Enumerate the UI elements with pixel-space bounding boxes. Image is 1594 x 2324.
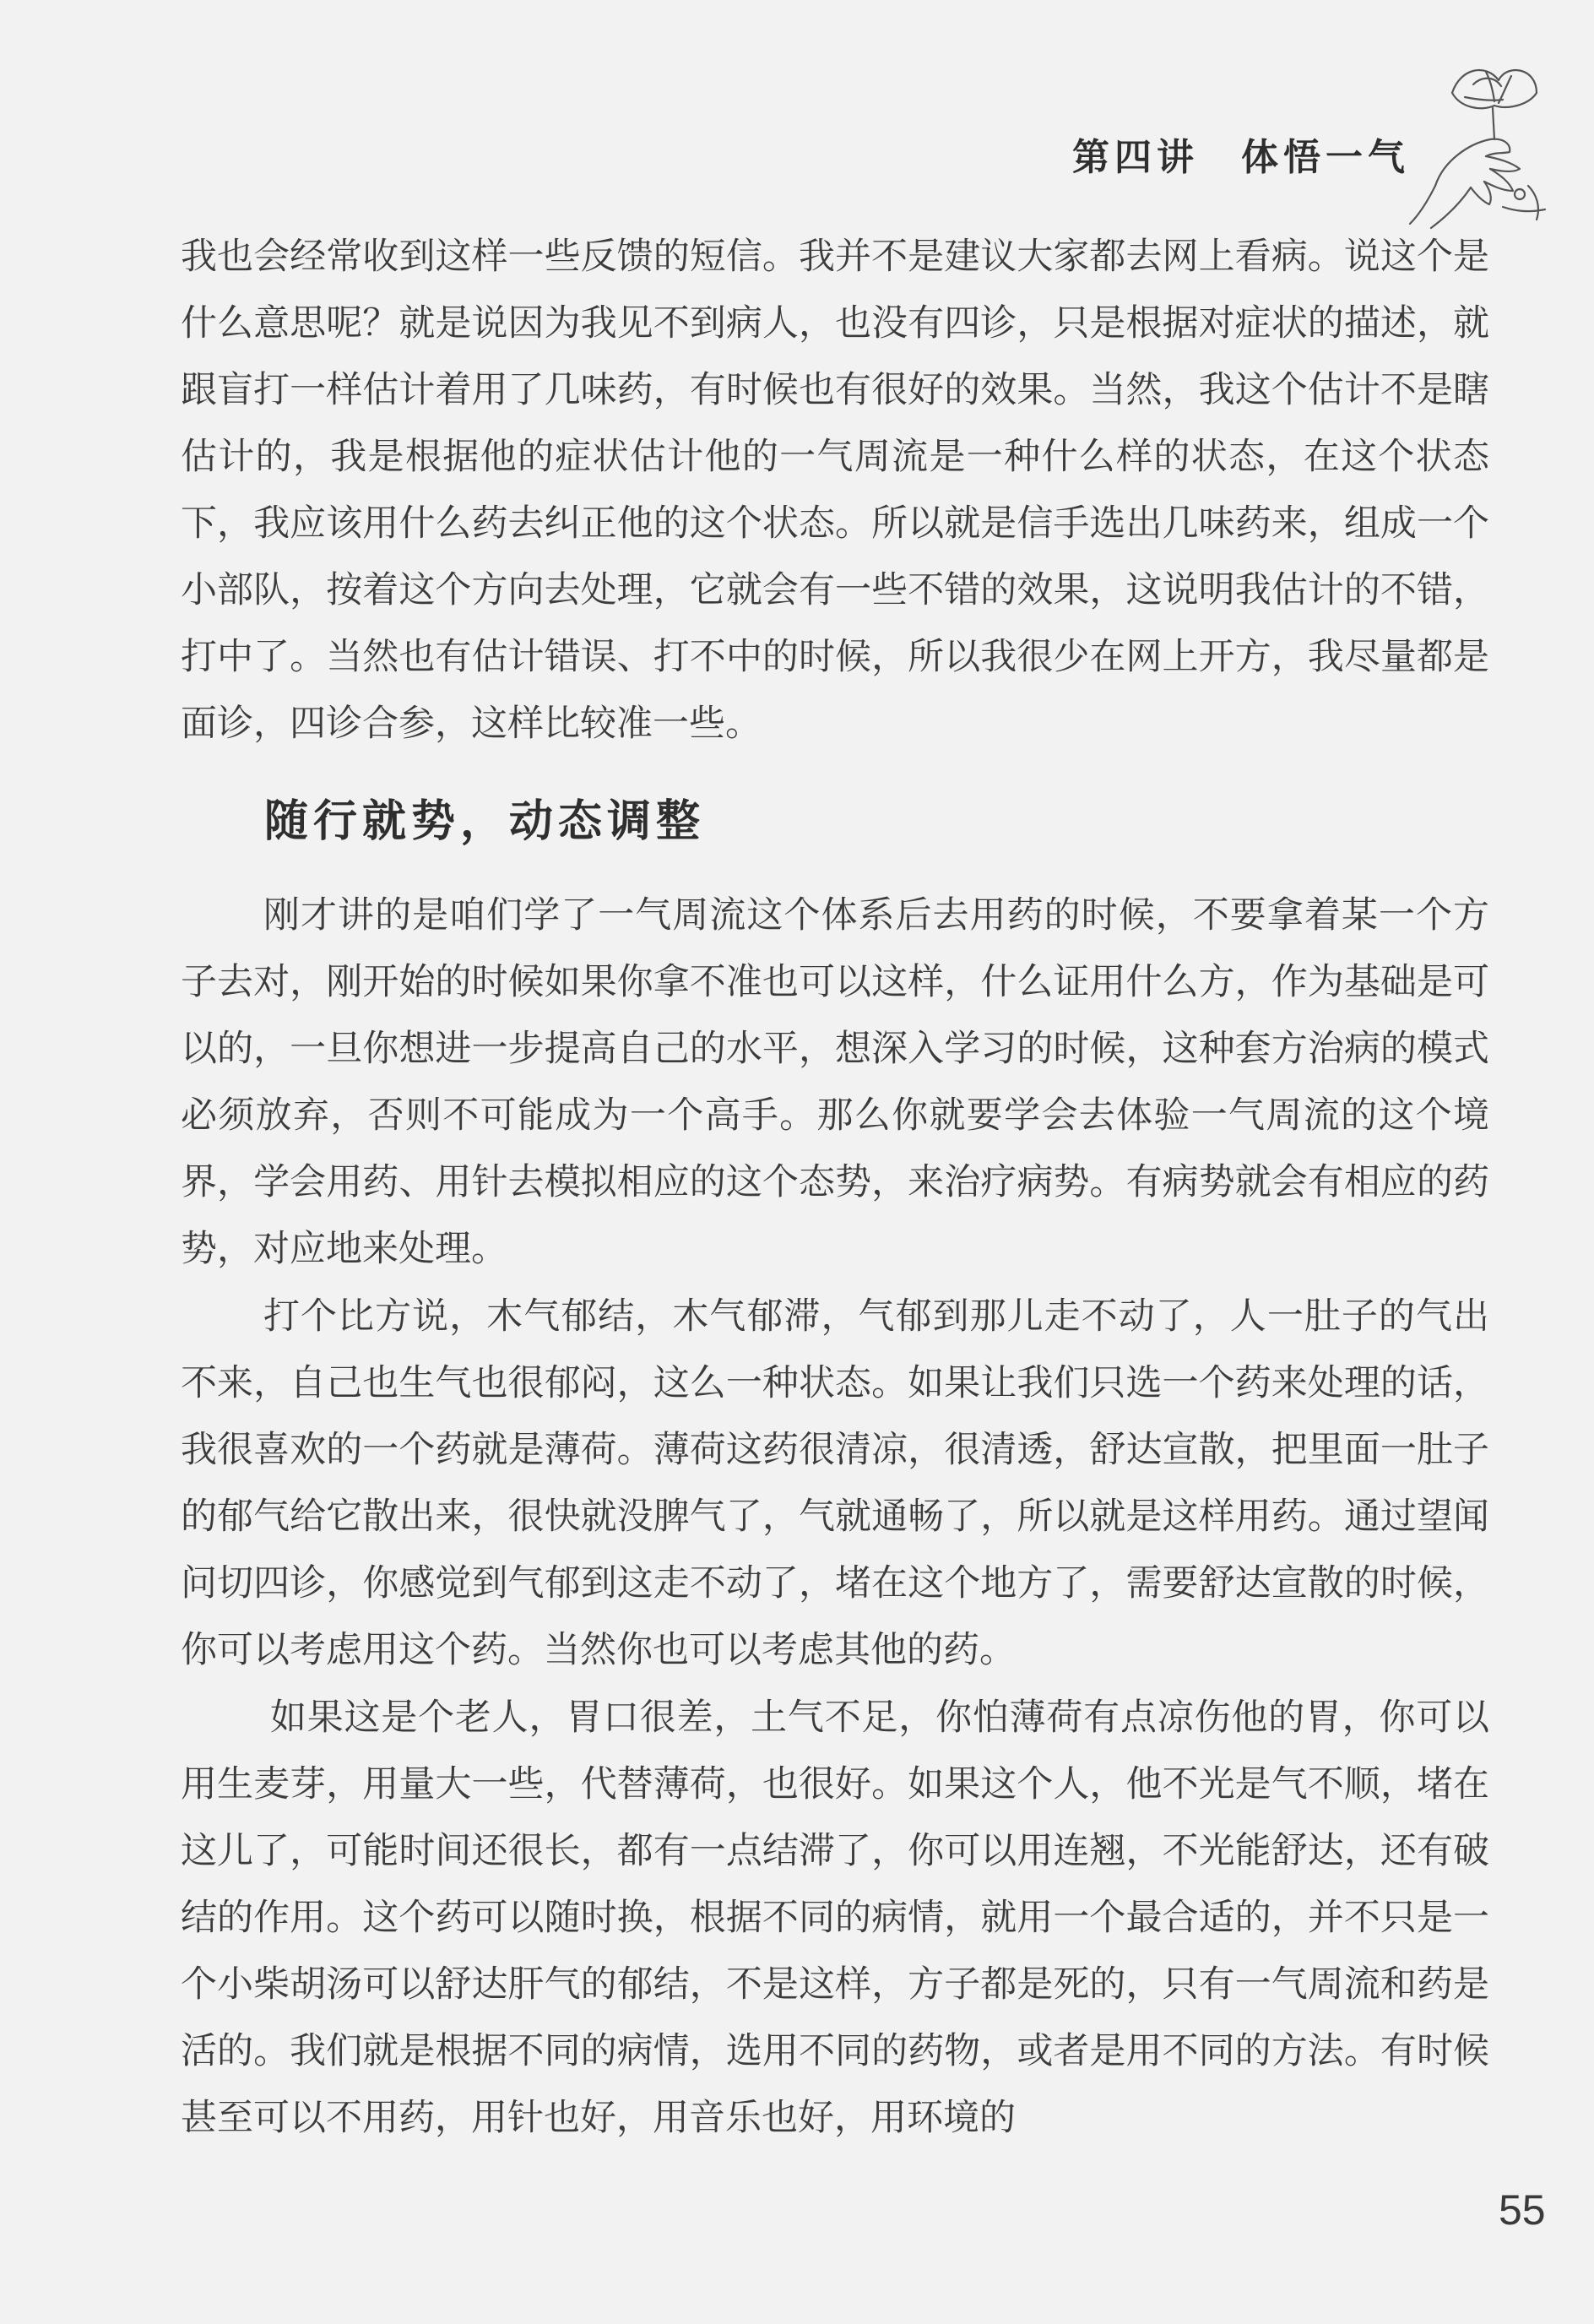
paragraph: 如果这是个老人，胃口很差，土气不足，你怕薄荷有点凉伤他的胃，你可以用生麦芽，用量大一些，代替薄荷，也很好。如果这个人，他不光是气不顺，堵在这儿了，可能时间还很长，都有一点结滞了，你可以用连翘，不光能舒达，还有破结的作用。这个药可以随时换，根据不同的病情，就用一个最合适的，并不只是一个小柴胡汤可以舒达肝气的郁结，不是这样，方子都是死的，只有一气周流和药是活的。我们就是根据不同的病情，选用不同的药物，或者是用不同的方法。有时候甚至可以不用药，用针也好，用音乐也好，用环境的 [181, 1697, 1489, 2139]
paragraph: 我也会经常收到这样一些反馈的短信。我并不是建议大家都去网上看病。说这个是什么意思呢？就是说因为我见不到病人，也没有四诊，只是根据对症状的描述，就跟盲打一样估计着用了几味药，有时候也有很好的效果。当然，我这个估计不是瞎估计的，我是根据他的症状估计他的一气周流是一种什么样的状态，在这个状态下，我应该用什么药去纠正他的这个状态。所以就是信手选出几味药来，组成一个小部队，按着这个方向去处理，它就会有一些不错的效果，这说明我估计的不错，打中了。当然也有估计错误、打不中的时候，所以我很少在网上开方，我尽量都是面诊，四诊合参，这样比较准一些。 [181, 236, 1489, 745]
paragraph: 刚才讲的是咱们学了一气周流这个体系后去用药的时候，不要拿着某一个方子去对，刚开始的时候如果你拿不准也可以这样，什么证用什么方，作为基础是可以的，一旦你想进一步提高自己的水平，想深入学习的时候，这种套方治病的模式必须放弃，否则不可能成为一个高手。那么你就要学会去体验一气周流的这个境界，学会用药、用针去模拟相应的这个态势，来治疗病势。有病势就会有相应的药势，对应地来处理。 [181, 894, 1489, 1270]
section-heading: 随行就势，动态调整 [264, 795, 706, 847]
page-number: 55 [1499, 2186, 1546, 2234]
lecture-label: 第四讲 [1072, 136, 1199, 179]
chapter-title: 体悟一气 [1241, 136, 1410, 179]
hand-holding-lotus-icon [1402, 59, 1553, 236]
paragraph: 打个比方说，木气郁结，木气郁滞，气郁到那儿走不动了，人一肚子的气出不来，自己也生气也很郁闷，这么一种状态。如果让我们只选一个药来处理的话，我很喜欢的一个药就是薄荷。薄荷这药很清凉，很清透，舒达宣散，把里面一肚子的郁气给它散出来，很快就没脾气了，气就通畅了，所以就是这样用药。通过望闻问切四诊，你感觉到气郁到这走不动了，堵在这个地方了，需要舒达宣散的时候，你可以考虑用这个药。当然你也可以考虑其他的药。 [181, 1295, 1489, 1671]
